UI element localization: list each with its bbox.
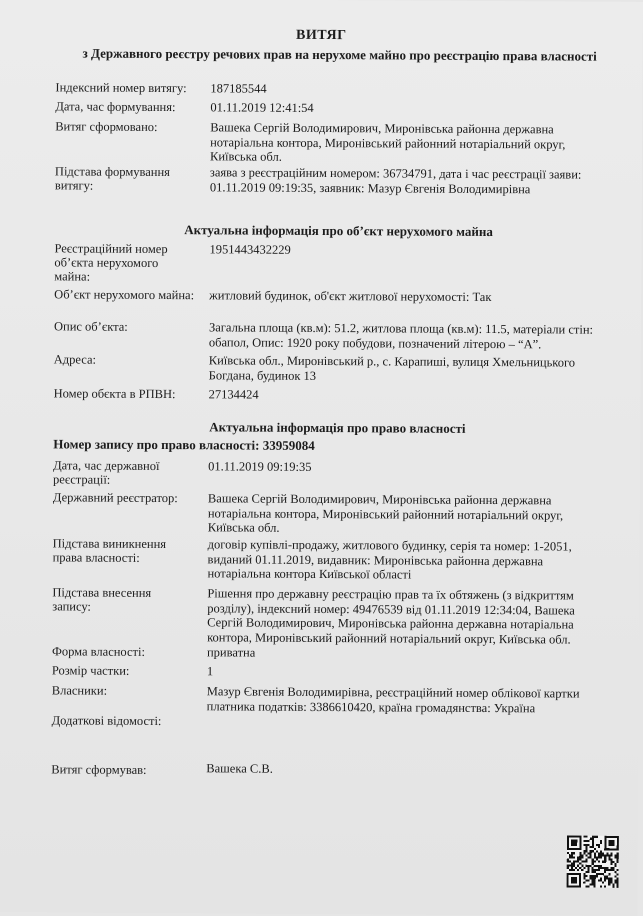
property-object-label: Об’єкт нерухомого майна: (54, 287, 195, 303)
ownership-record-number: Номер запису про право власності: 33959084 (53, 436, 315, 453)
property-section-title: Актуальна інформація про об’єкт нерухомого майна (184, 222, 493, 240)
document-title: ВИТЯГ (295, 27, 347, 44)
formation-datetime-label: Дата, час формування: (55, 99, 176, 115)
owners-value: Мазур Євгенія Володимирівна, реєстраційний номер облікової картки платника податків: 3386610420, країна громадянства: Україна (206, 684, 580, 715)
property-reg-number-value: 1951443432229 (209, 242, 291, 257)
index-number-value: 187185544 (210, 81, 267, 96)
state-registrar-label: Державний реєстратор: (52, 490, 178, 506)
ownership-form-label: Форма власності: (51, 644, 146, 659)
state-registrar-value: Вашека Сергій Володимирович, Миронівська районна державна нотаріальна контора, Миронівський районний нотаріальний округ, Київська обл. (207, 491, 564, 535)
rpvn-number-label: Номер обєкта в РПВН: (53, 386, 176, 402)
property-object-value: житловий будинок, об'єкт житлової нерухомості: Так (209, 288, 492, 305)
rpvn-number-value: 27134424 (208, 387, 259, 402)
property-description-value: Загальна площа (кв.м): 51.2, житлова площа (кв.м): 11.5, матеріали стін: обапол, Опис: 1920 року побудови, позначений літерою – “А”. (208, 320, 594, 351)
property-address-value: Київська обл., Миронівський р., с. Карапиші, вулиця Хмельницького Богдана, будинок 13 (208, 353, 576, 383)
entry-basis-label: Підстава внесення запису: (52, 585, 152, 614)
property-reg-number-label: Реєстраційний номер об’єкта нерухомого майна: (54, 241, 168, 284)
owners-label: Власники: (51, 683, 108, 698)
formation-datetime-value: 01.11.2019 12:41:54 (210, 100, 314, 115)
document-subtitle: з Державного реєстру речових прав на нерухоме майно про реєстрацію права власності (82, 45, 597, 64)
entry-basis-value: Рішення про державну реєстрацію прав та їх обтяжень (з відкриттям розділу), індексний номер: 49476539 від 01.11.2019 12:34:04, Вашека Сергій Володимирович, Миронівська районна державна нотаріальна контора, Миронівський районний нотаріальний округ, Київська обл. (207, 586, 575, 647)
formed-by-label: Витяг сформовано: (55, 119, 158, 135)
ownership-section-title: Актуальна інформація про право власності (209, 419, 466, 436)
formation-basis-label: Підстава формування витягу: (54, 164, 170, 193)
ownership-origin-basis-value: договір купівлі-продажу, житлового будинку, серія та номер: 1-2051, виданий 01.11.2019, видавник: Миронівська районна державна нотаріальна контора Київської області (207, 537, 572, 582)
registration-datetime-label: Дата, час державної реєстрації: (53, 458, 160, 487)
share-size-label: Розмір частки: (51, 663, 130, 678)
extract-formed-by-label: Витяг сформував: (51, 762, 147, 777)
additional-info-label: Додаткові відомості: (51, 713, 162, 729)
formation-basis-value: заява з реєстраційним номером: 36734791, дата і час реєстрації заяви: 01.11.2019 09:19:35, заявник: Мазур Євгенія Володимирівна (209, 165, 582, 196)
registration-datetime-value: 01.11.2019 09:19:35 (208, 459, 312, 474)
index-number-label: Індексний номер витягу: (55, 80, 187, 96)
ownership-form-value: приватна (206, 645, 256, 660)
formed-by-value: Вашека Сергій Володимирович, Миронівська районна державна нотаріальна контора, Миронівський районний нотаріальний округ, Київська обл. (210, 120, 566, 164)
ownership-origin-basis-label: Підстава виникнення права власності: (52, 536, 167, 565)
property-description-label: Опис об’єкта: (53, 319, 128, 334)
share-size-value: 1 (206, 664, 214, 679)
extract-formed-by-value: Вашека С.В. (206, 761, 273, 776)
property-address-label: Адреса: (53, 352, 97, 367)
qr-code-icon (567, 836, 619, 888)
